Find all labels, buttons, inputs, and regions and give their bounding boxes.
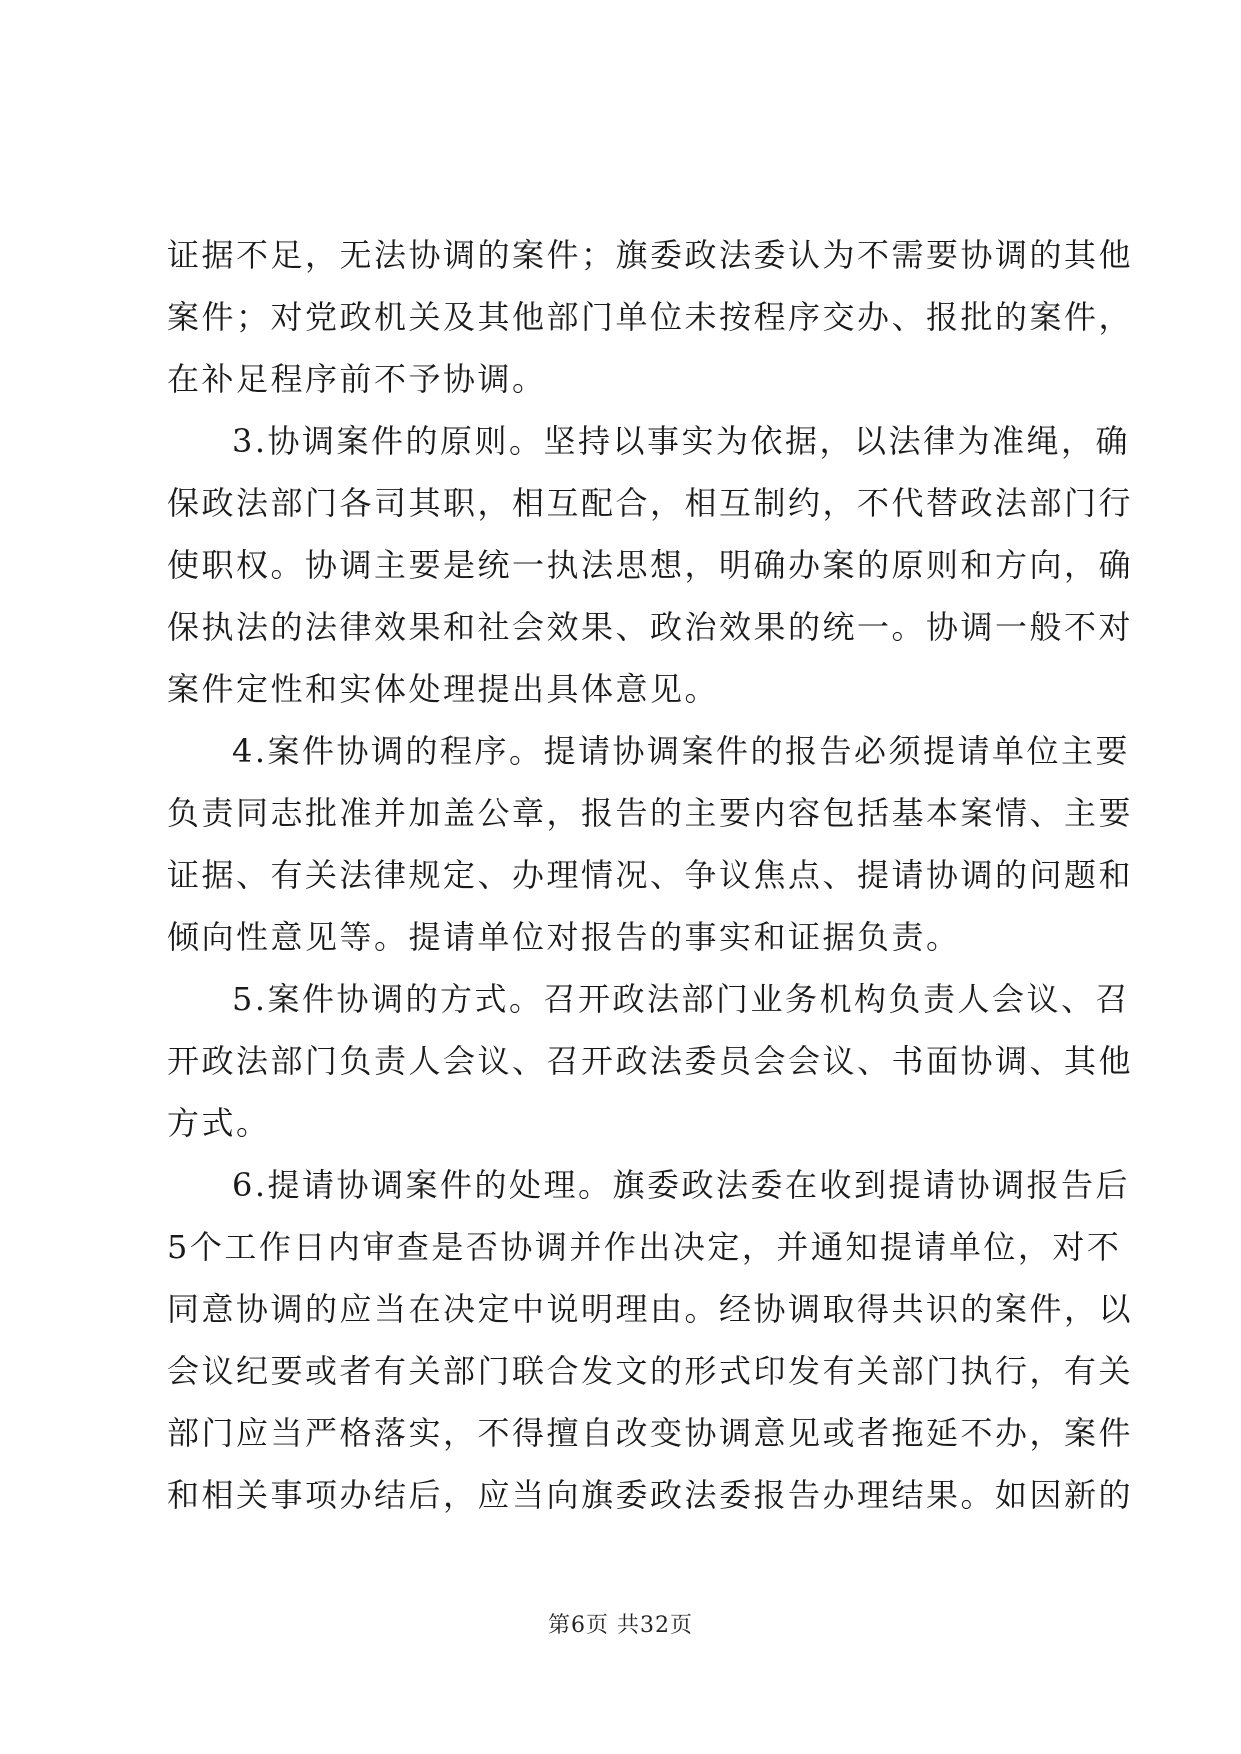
text-line: 倾向性意见等。提请单位对报告的事实和证据负责。	[167, 918, 961, 956]
paragraph-first-line: 3.协调案件的原则。坚持以事实为依据，以法律为准绳，确	[232, 422, 1131, 460]
text-line: 保执法的法律效果和社会效果、政治效果的统一。协调一般不对	[167, 608, 1134, 646]
text-line: 方式。	[167, 1104, 271, 1142]
text-line: 证据、有关法律规定、办理情况、争议焦点、提请协调的问题和	[167, 856, 1134, 894]
document-body	[167, 224, 1134, 1526]
text-line: 和相关事项办结后，应当向旗委政法委报告办理结果。如因新的	[167, 1476, 1134, 1514]
page-footer: 第6页 共32页	[548, 1613, 693, 1638]
text-line: 负责同志批准并加盖公章，报告的主要内容包括基本案情、主要	[167, 794, 1134, 832]
text-line: 同意协调的应当在决定中说明理由。经协调取得共识的案件，以	[167, 1290, 1134, 1328]
text-line: 证据不足，无法协调的案件；旗委政法委认为不需要协调的其他	[167, 236, 1134, 274]
text-line: 会议纪要或者有关部门联合发文的形式印发有关部门执行，有关	[167, 1352, 1134, 1390]
text-line: 开政法部门负责人会议、召开政法委员会会议、书面协调、其他	[167, 1042, 1134, 1080]
text-line: 5个工作日内审查是否协调并作出决定，并通知提请单位，对不	[167, 1228, 1122, 1266]
text-line: 使职权。协调主要是统一执法思想，明确办案的原则和方向，确	[167, 546, 1134, 584]
text-line: 案件；对党政机关及其他部门单位未按程序交办、报批的案件，	[167, 298, 1134, 336]
text-line: 保政法部门各司其职，相互配合，相互制约，不代替政法部门行	[167, 484, 1134, 522]
text-line: 案件定性和实体处理提出具体意见。	[167, 670, 720, 708]
paragraph-first-line: 4.案件协调的程序。提请协调案件的报告必须提请单位主要	[232, 732, 1131, 770]
paragraph-first-line: 5.案件协调的方式。召开政法部门业务机构负责人会议、召	[232, 980, 1131, 1018]
text-line: 在补足程序前不予协调。	[167, 360, 547, 398]
text-line: 部门应当严格落实，不得擅自改变协调意见或者拖延不办，案件	[167, 1414, 1134, 1452]
paragraph-first-line: 6.提请协调案件的处理。旗委政法委在收到提请协调报告后	[232, 1166, 1131, 1204]
